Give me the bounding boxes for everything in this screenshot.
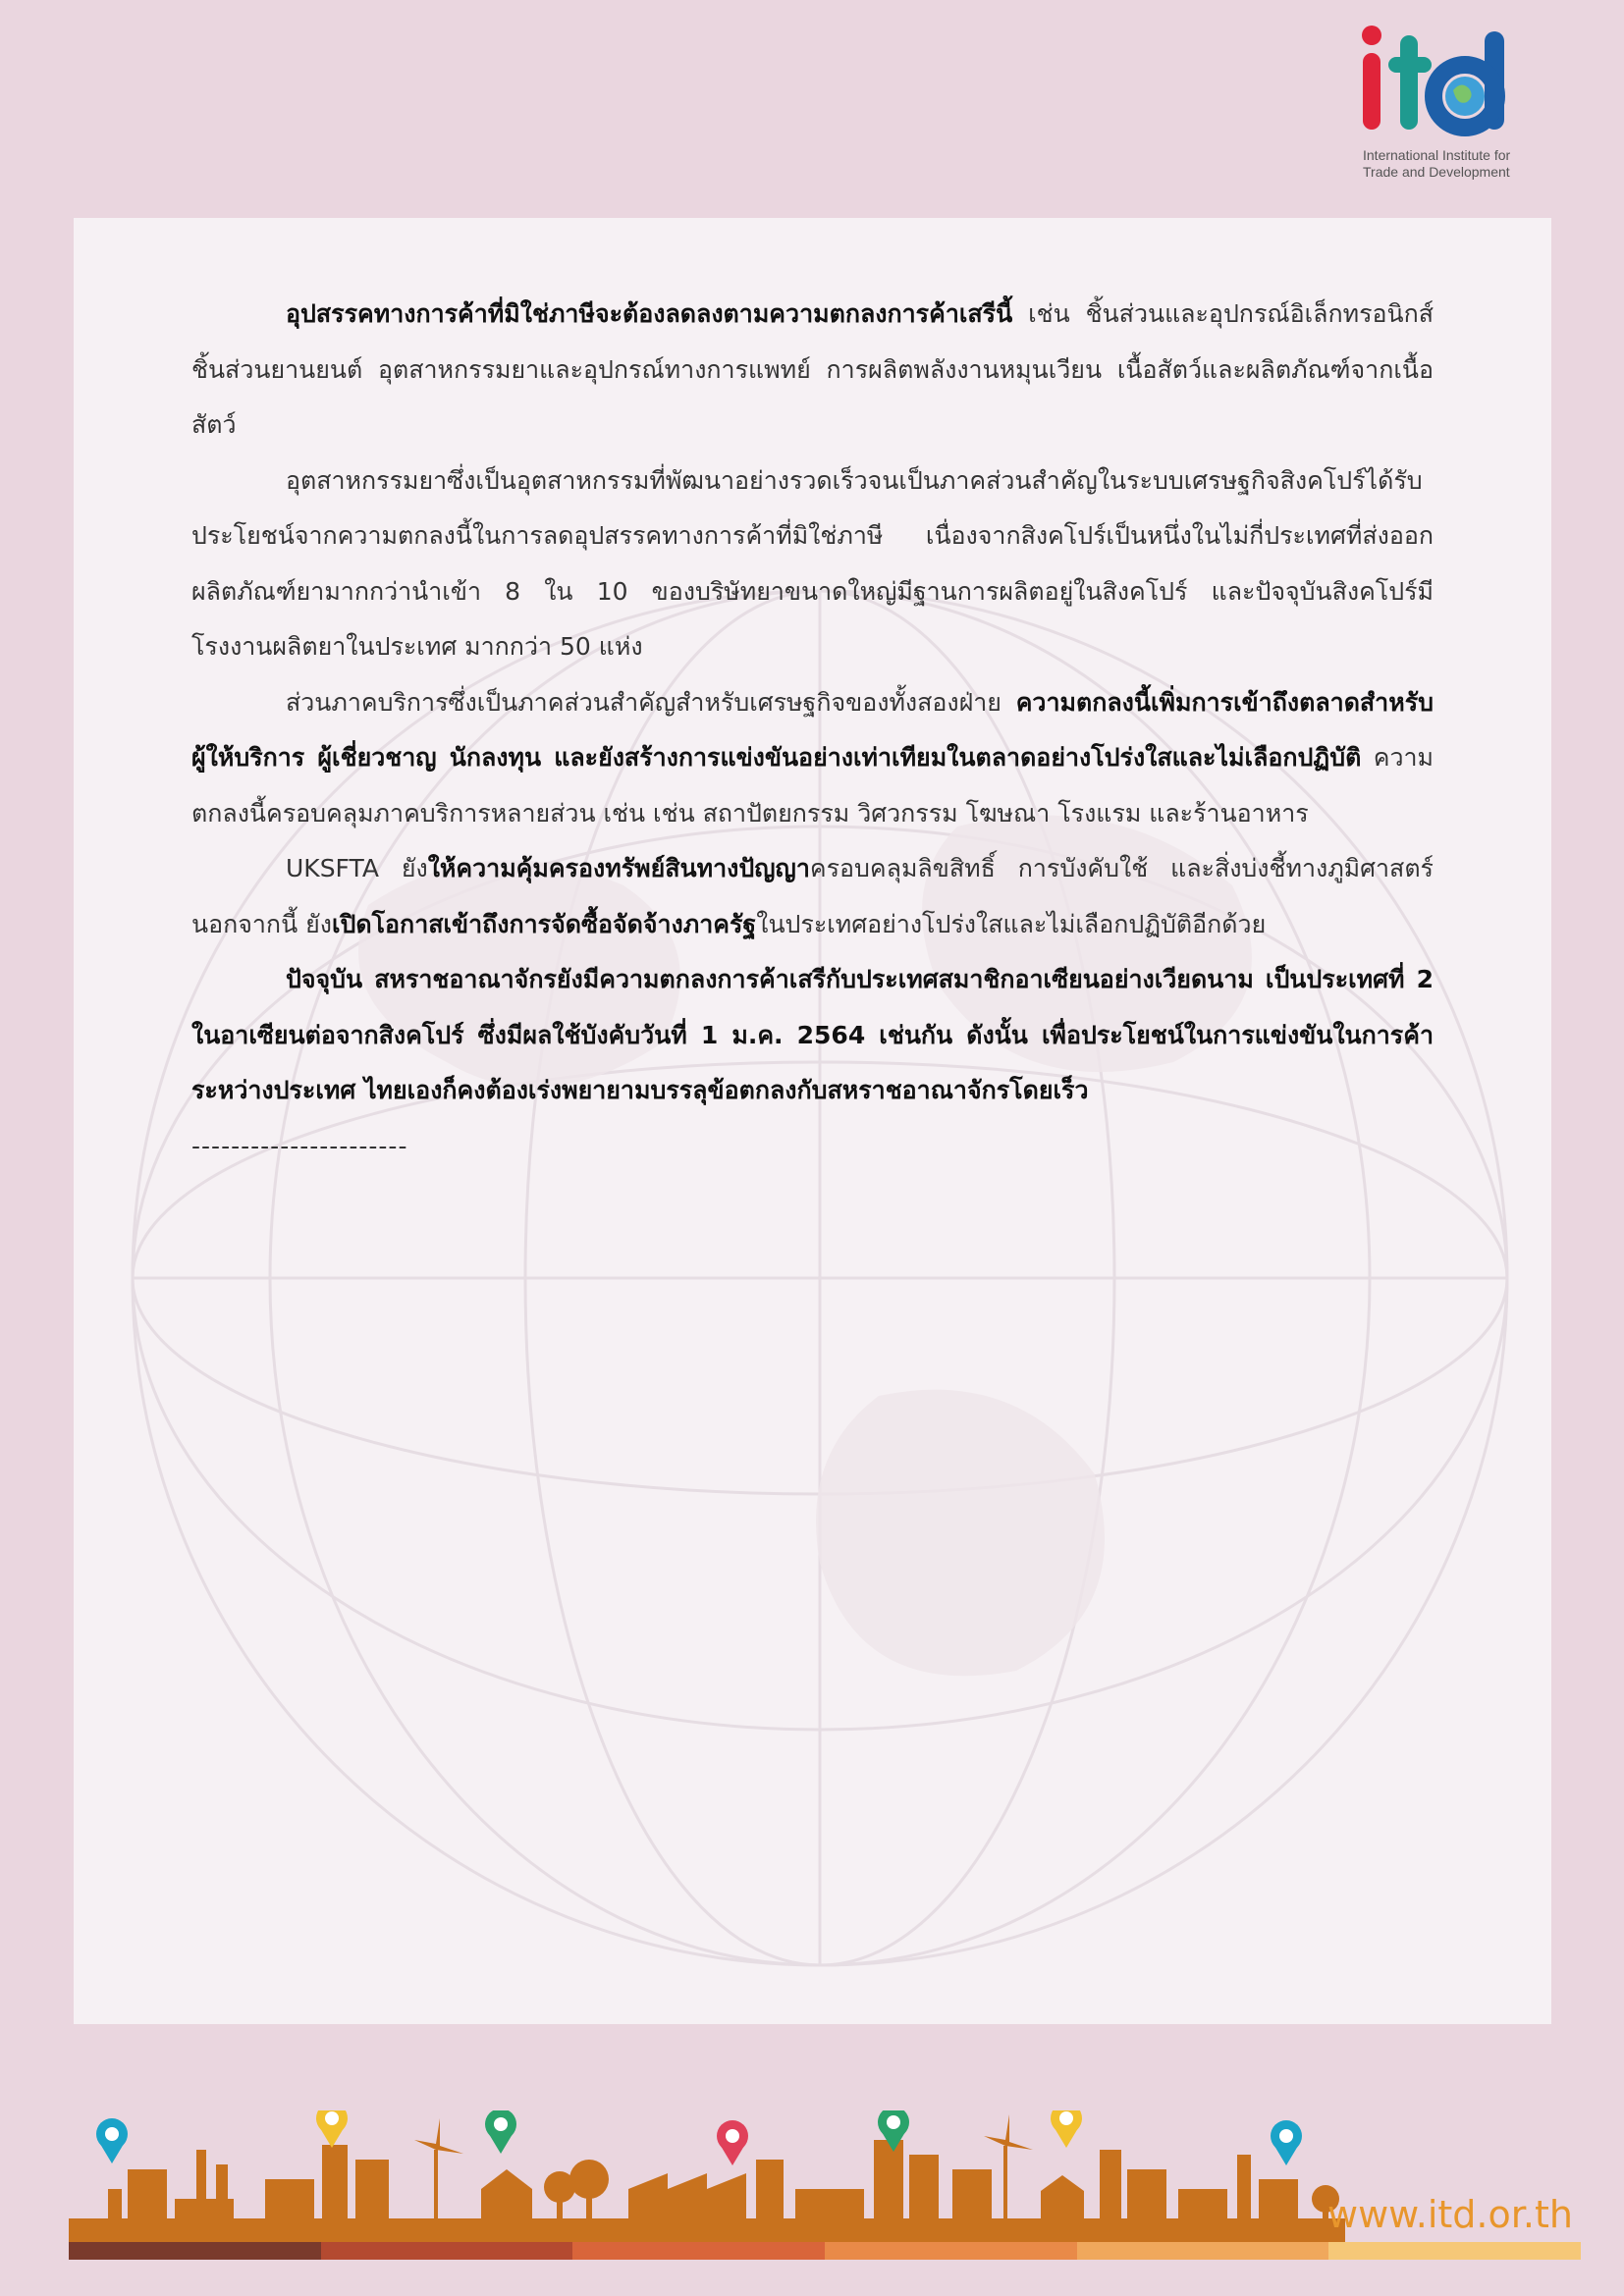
paragraph-4-bold-1: ให้ความคุ้มครองทรัพย์สินทางปัญญา <box>427 854 810 882</box>
website-url[interactable]: www.itd.or.th <box>1327 2193 1573 2236</box>
content-panel <box>74 218 1551 2024</box>
color-bar-segment <box>825 2242 1077 2260</box>
paragraph-conclusion <box>191 952 1434 1119</box>
paragraph-1-bold: อุปสรรคทางการค้าที่มิใช่ภาษีจะต้องลดลงตามความตกลงการค้าเสรีนี้ <box>286 299 1013 328</box>
tree-icon <box>544 2160 609 2218</box>
paragraph-ip-procurement <box>191 841 1434 952</box>
paragraph-4-bold-2: เปิดโอกาสเข้าถึงการจัดซื้อจัดจ้างภาครัฐ <box>331 909 757 938</box>
color-bar-segment <box>1328 2242 1581 2260</box>
paragraph-5-bold: ปัจจุบัน สหราชอาณาจักรยังมีความตกลงการค้าเสรีกับประเทศสมาชิกอาเซียนอย่างเวียดนาม เป็นประเทศที่ 2 ในอาเซียนต่อจากสิงคโปร์ ซึ่งมีผลใช้บังคับวันที่ 1 ม.ค. 2564 เช่นกัน ดังนั้น เพื่อประโยชน์ในการแข่งขันในการค้าระหว่างประเทศ ไทยเองก็คงต้องเร่งพยายามบรรลุข้อตกลงกับสหราชอาณาจักรโดยเร็ว <box>191 965 1434 1104</box>
wind-turbine-icon <box>414 2118 463 2218</box>
color-bar-segment <box>1077 2242 1329 2260</box>
itd-logo <box>1355 26 1551 183</box>
paragraph-services <box>191 675 1434 842</box>
factory-icon <box>108 2150 234 2218</box>
color-bar-segment <box>321 2242 573 2260</box>
color-bar-segment <box>69 2242 321 2260</box>
paragraph-pharmaceutical: อุตสาหกรรมยาซึ่งเป็นอุตสาหกรรมที่พัฒนาอย่างรวดเร็วจนเป็นภาคส่วนสำคัญในระบบเศรษฐกิจสิงคโปร์ได้รับประโยชน์จากความตกลงนี้ในการลดอุปสรรคทางการค้าที่มิใช่ภาษี เนื่องจากสิงคโปร์เป็นหนึ่งในไม่กี่ประเทศที่ส่งออกผลิตภัณฑ์ยามากกว่านำเข้า 8 ใน 10 ของบริษัทยาขนาดใหญ่มีฐานการผลิตอยู่ในสิงคโปร์ และปัจจุบันสิงคโปร์มีโรงงานผลิตยาในประเทศ มากกว่า 50 แห่ง <box>191 465 1434 661</box>
paragraph-3-bold: ความตกลงนี้เพิ่มการเข้าถึงตลาดสำหรับผู้ให้บริการ ผู้เชี่ยวชาญ นักลงทุน และยังสร้างการแข่งขันอย่างเท่าเทียมในตลาดอย่างโปร่งใสและไม่เลือกปฏิบัติ <box>191 687 1434 772</box>
paragraph-3-text: ความตกลงนี้ครอบคลุมภาคบริการหลายส่วน เช่น เช่น สถาปัตยกรรม วิศวกรรม โฆษณา โรงแรม และร้านอาหาร <box>191 743 1435 828</box>
paragraph-4-start: UKSFTA ยัง <box>286 854 428 882</box>
logo-subtitle-line1: International Institute for <box>1363 147 1511 163</box>
house-icon <box>481 2169 532 2218</box>
paragraph-4-text: ในประเทศอย่างโปร่งใสและไม่เลือกปฏิบัติอีกด้วย <box>756 909 1267 938</box>
paragraph-4-mid: ครอบคลุมลิขสิทธิ์ การบังคับใช้ และสิ่งบ่งชี้ทางภูมิศาสตร์ นอกจากนี้ ยัง <box>191 854 1434 938</box>
color-bar-segment <box>572 2242 825 2260</box>
itd-logo-mark <box>1355 26 1551 143</box>
paragraph-1-text: เช่น ชิ้นส่วนและอุปกรณ์อิเล็กทรอนิกส์ ชิ้นส่วนยานยนต์ อุตสาหกรรมยาและอุปกรณ์ทางการแพทย์ การผลิตพลังงานหมุนเวียน เนื้อสัตว์และผลิตภัณฑ์จากเนื้อสัตว์ <box>191 299 1434 439</box>
paragraph-3-start: ส่วนภาคบริการซึ่งเป็นภาคส่วนสำคัญสำหรับเศรษฐกิจของทั้งสองฝ่าย <box>286 687 1016 717</box>
logo-subtitle <box>1363 147 1559 181</box>
footer-color-bar <box>69 2242 1581 2260</box>
article-body <box>191 287 1434 1174</box>
logo-subtitle-line2: Trade and Development <box>1363 164 1510 180</box>
end-divider: ---------------------- <box>191 1131 408 1160</box>
paragraph-non-tariff-barriers <box>191 287 1434 454</box>
